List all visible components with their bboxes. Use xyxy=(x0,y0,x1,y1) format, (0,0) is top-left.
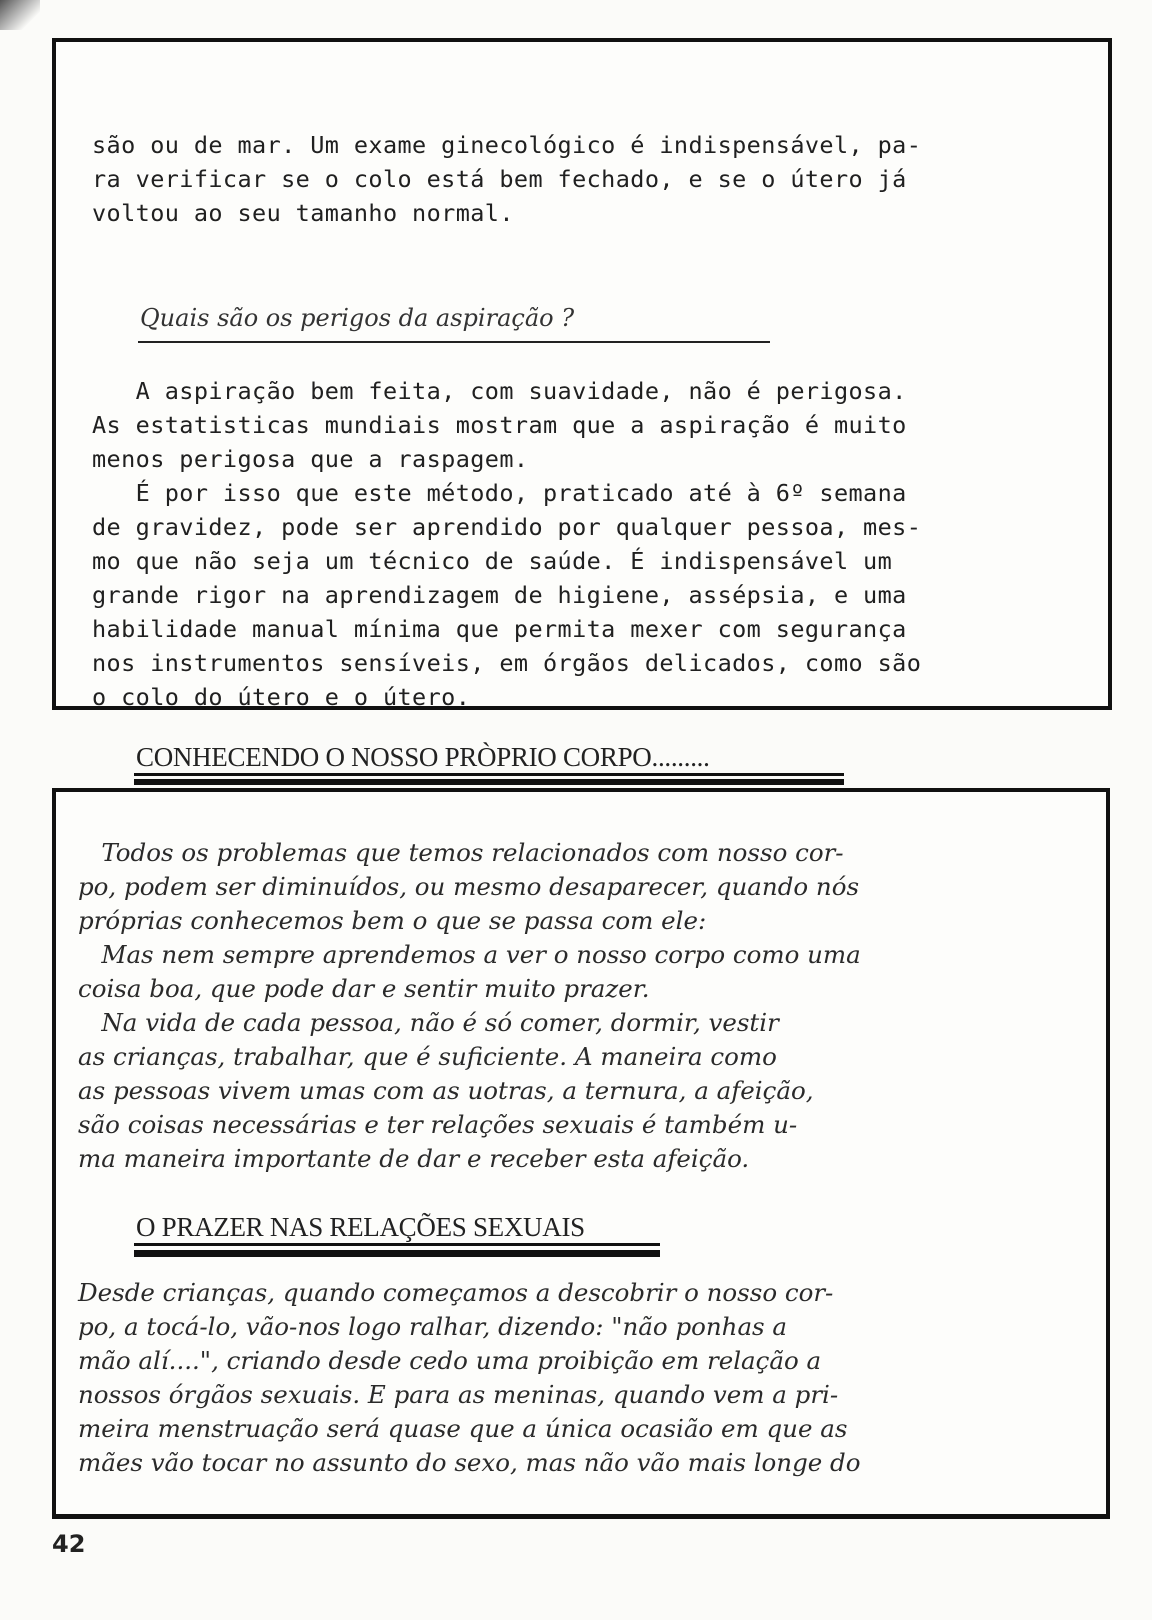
box1-paragraph2: A aspiração bem feita, com suavidade, não é perigosa. As estatisticas mundiais mostram que a aspiração é muito menos perigosa que a raspagem. É por isso que este método, praticado até à 6º semana de gravidez, pode ser aprendido por qualquer pessoa, mes- mo que não seja um técnico de saúde. É indispensável um grande rigor na aprendizagem de higiene, assépsia, e uma habilidade manual mínima que permita mexer com segurança nos instrumentos sensíveis, em órgãos delicados, como são o colo do útero e o útero. xyxy=(92,377,922,711)
box1-paragraph1: são ou de mar. Um exame ginecológico é indispensável, pa- ra verificar se o colo está bem fechado, e se o útero já voltou ao seu tamanho normal. xyxy=(92,131,922,227)
section2-heading-bar xyxy=(134,1250,660,1257)
section1-heading-bar xyxy=(134,779,844,785)
section1-paragraph: Todos os problemas que temos relacionados com nosso cor- po, podem ser diminuídos, ou mesmo desaparecer, quando nós próprias conhecemos bem o que se passa com ele: Mas nem sempre aprendemos a ver o nosso corpo como uma coisa boa, que pode dar e sentir muito prazer. Na vida de cada pessoa, não é só comer, dormir, vestir as crianças, trabalhar, que é suficiente. A maneira como as pessoas vivem umas com as uotras, a ternura, a afeição, são coisas necessárias e ter relações sexuais é também u- ma maneira importante de dar e receber esta afeição. xyxy=(78,838,861,1173)
question-underline xyxy=(138,341,770,343)
page-number: 42 xyxy=(52,1530,86,1558)
section2-heading-rule xyxy=(134,1243,660,1246)
section2-heading: O PRAZER NAS RELAÇÕES SEXUAIS xyxy=(136,1212,585,1242)
top-text-box xyxy=(52,38,1112,710)
box1-question: Quais são os perigos da aspiração ? xyxy=(140,304,575,332)
section2-paragraph: Desde crianças, quando começamos a descobrir o nosso cor- po, a tocá-lo, vão-nos logo ralhar, dizendo: "não ponhas a mão alí....", criando desde cedo uma proibição em relação a nossos órgãos sexuais. E para as meninas, quando vem a pri- meira menstruação será quase que a única ocasião em que as mães vão tocar no assunto do sexo, mas não vão mais longe do xyxy=(78,1278,861,1477)
scan-corner-shadow xyxy=(0,0,40,30)
section1-heading: CONHECENDO O NOSSO PRÒPRIO CORPO......... xyxy=(136,742,710,772)
section1-heading-rule xyxy=(134,773,844,776)
